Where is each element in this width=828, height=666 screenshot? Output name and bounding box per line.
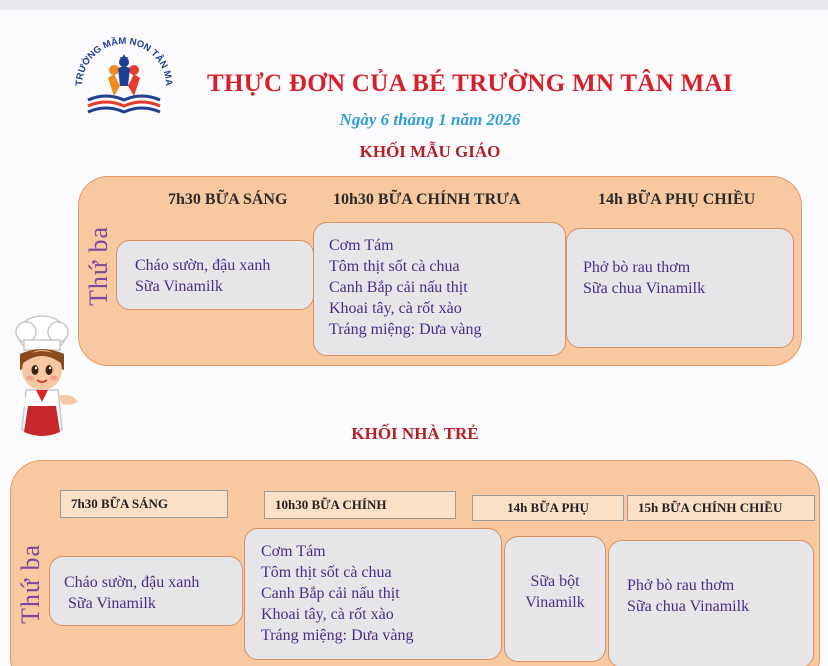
menu-item: Tôm thịt sốt cà chua xyxy=(261,564,392,581)
page-title: THỰC ĐƠN CỦA BÉ TRƯỜNG MN TÂN MAI xyxy=(207,70,733,97)
menu-item: Phở bò rau thơm xyxy=(583,259,691,276)
menu-date: Ngày 6 tháng 1 năm 2026 xyxy=(339,110,521,129)
column-header-snack: 14h BỮA PHỤ xyxy=(472,495,624,521)
menu-item: Sữa chua Vinamilk xyxy=(627,598,750,615)
chef-cartoon-icon xyxy=(6,306,92,446)
column-header-breakfast: 7h30 BỮA SÁNG xyxy=(168,191,288,208)
column-header-lunch: 10h30 BỮA CHÍNH TRƯA xyxy=(333,191,521,208)
menu-item: Cháo sườn, đậu xanh xyxy=(135,257,271,274)
menu-item: Cơm Tám xyxy=(329,237,394,254)
menu-item: Tôm thịt sốt cà chua xyxy=(329,258,460,275)
column-header-afternoon: 14h BỮA PHỤ CHIỀU xyxy=(598,191,756,208)
menu-box-lunch xyxy=(313,222,566,356)
menu-item: Sữa chua Vinamilk xyxy=(583,280,706,297)
logo-text: TRƯỜNG MẦM NON TÂN MA xyxy=(73,35,175,87)
menu-item: Sữa bột xyxy=(530,573,580,590)
menu-item: Tráng miệng: Dưa vàng xyxy=(329,321,482,338)
column-header-lunch: 10h30 BỮA CHÍNH xyxy=(264,491,456,519)
column-header-afternoon: 15h BỮA CHÍNH CHIỀU xyxy=(627,495,815,521)
day-label-mau-giao: Thứ ba xyxy=(84,225,113,306)
menu-item: Khoai tây, cà rốt xào xyxy=(261,606,394,623)
day-label-nha-tre: Thứ ba xyxy=(16,543,45,624)
menu-box-breakfast xyxy=(49,556,243,626)
menu-item: Canh Bắp cải nấu thịt xyxy=(261,585,400,602)
column-header-breakfast: 7h30 BỮA SÁNG xyxy=(60,490,228,518)
menu-item: Vinamilk xyxy=(525,594,585,611)
menu-item: Khoai tây, cà rốt xào xyxy=(329,300,462,317)
menu-item: Tráng miệng: Dưa vàng xyxy=(261,627,414,644)
menu-box-breakfast xyxy=(116,240,314,310)
section-title-mau-giao: KHỐI MẪU GIÁO xyxy=(359,142,501,161)
menu-box-snack xyxy=(504,536,606,662)
school-logo-icon xyxy=(70,24,176,122)
menu-box-afternoon xyxy=(566,228,794,348)
menu-box-lunch xyxy=(244,528,502,660)
menu-item: Sữa Vinamilk xyxy=(135,278,223,295)
menu-box-afternoon xyxy=(608,540,814,666)
section-title-nha-tre: KHỐI NHÀ TRẺ xyxy=(351,424,479,443)
menu-item: Canh Bắp cải nấu thịt xyxy=(329,279,468,296)
menu-item: Sữa Vinamilk xyxy=(64,595,156,612)
menu-item: Cơm Tám xyxy=(261,543,326,560)
menu-item: Phở bò rau thơm xyxy=(627,577,735,594)
menu-item: Cháo sườn, đậu xanh xyxy=(64,574,200,591)
